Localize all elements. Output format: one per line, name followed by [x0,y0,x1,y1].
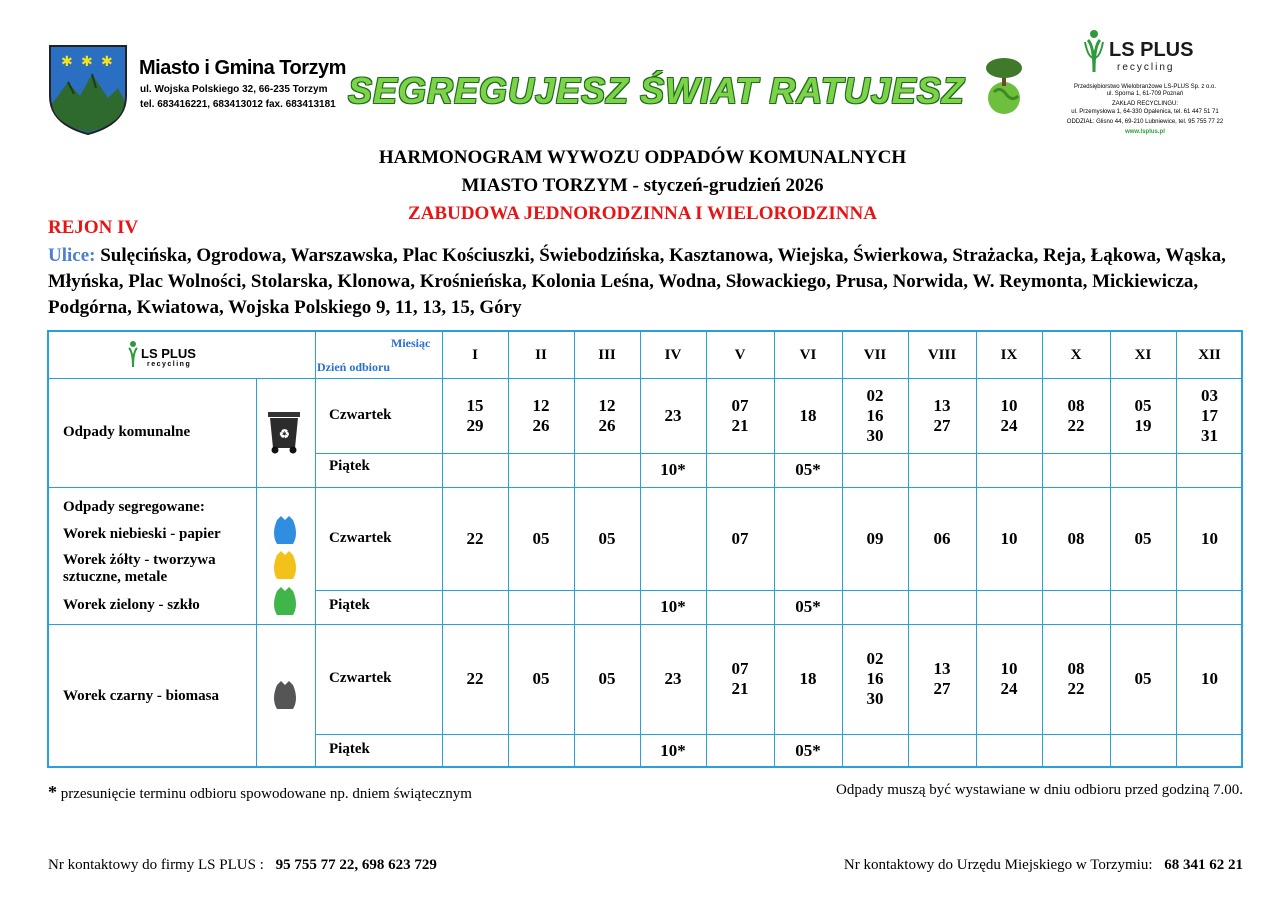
footnote [48,782,472,803]
bag-yellow-label: Worek żółty - tworzywa sztuczne, metale [63,552,216,585]
category-municipal: Odpady komunalne [63,424,191,440]
town-address: ul. Wojska Polskiego 32, 66-235 Torzym [140,84,328,95]
title-line-1: HARMONOGRAM WYWOZU ODPADÓW KOMUNALNYCH [378,147,907,168]
streets-list [48,243,1248,321]
slogan: SEGREGUJESZ ŚWIAT RATUJESZ [348,70,965,111]
friday-pickup-date: 05* [795,741,821,760]
friday-pickup-date: 05* [795,597,821,616]
table-logo-subtext: recycling [147,361,192,368]
company-website[interactable]: www.lsplus.pl [1125,129,1165,135]
thursday-pickup-date: 18 [799,669,817,688]
thursday-pickup-date: 10 [1000,529,1018,548]
month-header: X [1070,347,1082,363]
ls-plus-logo-text: LS PLUS [1109,39,1194,61]
thursday-pickup-date: 22 [466,669,484,688]
thursday-pickup-date: 07 21 [731,659,749,698]
blue-bag-icon [271,514,299,546]
thursday-pickup-date: 09 [866,529,884,548]
contact-company-phone: 95 755 77 22, 698 623 729 [275,857,437,873]
thursday-pickup-date: 15 29 [466,396,484,435]
thursday-pickup-date: 12 26 [532,396,550,435]
header-month: Miesiąc [391,336,431,350]
thursday-pickup-date: 07 [731,529,749,548]
green-bag-icon [271,585,299,617]
month-header: VI [799,347,817,363]
thursday-pickup-date: 05 [532,669,550,688]
thursday-pickup-date: 05 [532,529,550,548]
thursday-pickup-date: 23 [664,669,682,688]
day-friday: Piątek [329,741,370,757]
day-thursday: Czwartek [329,670,392,686]
thursday-pickup-date: 08 22 [1067,659,1085,698]
thursday-pickup-date: 12 26 [598,396,616,435]
friday-pickup-date: 10* [660,741,686,760]
footnote-text: przesunięcie terminu odbioru spowodowane np. dniem świątecznym [60,786,472,802]
bag-blue-label: Worek niebieski - papier [63,526,221,542]
black-bag-icon [271,679,299,711]
bag-green-label: Worek zielony - szkło [63,597,200,613]
contact-company [48,857,437,874]
company-line-5: ODDZIAŁ: Glisno 44, 69-210 Lubniewice, tel. 95 755 77 22 [1066,119,1224,125]
thursday-pickup-date: 22 [466,529,484,548]
category-segregated: Odpady segregowane: [63,499,205,515]
table-logo-text: LS PLUS [141,346,196,361]
tree-globe-icon [980,56,1028,116]
company-line-2: ul. Sporna 1, 61-709 Poznań [1106,91,1184,97]
month-header: VII [863,347,887,363]
town-phones: tel. 683416221, 683413012 fax. 683413181 [140,99,336,110]
region-label: REJON IV [48,217,139,238]
month-header: XII [1198,347,1221,363]
thursday-pickup-date: 02 16 30 [866,649,884,708]
svg-text:♻: ♻ [279,427,290,441]
day-thursday: Czwartek [329,530,392,546]
thursday-pickup-date: 10 [1201,529,1218,548]
pickup-rule: Odpady muszą być wystawiane w dniu odbioru przed godziną 7.00. [836,782,1243,798]
ls-plus-logo [1083,28,1213,74]
thursday-pickup-date: 10 24 [1000,396,1018,435]
month-header: I [472,347,478,363]
thursday-pickup-date: 05 [598,669,616,688]
month-header: IX [1000,347,1018,363]
contact-office [844,857,1243,874]
contact-office-label: Nr kontaktowy do Urzędu Miejskiego w Torzymiu: [843,857,1153,873]
thursday-pickup-date: 10 [1201,669,1218,688]
day-thursday: Czwartek [329,407,392,423]
thursday-pickup-date: 18 [799,406,817,425]
svg-text:✱: ✱ [81,55,93,70]
thursday-pickup-date: 13 27 [933,659,951,698]
company-line-3: ZAKŁAD RECYCLINGU: [1111,101,1178,107]
thursday-pickup-date: 10 24 [1000,659,1018,698]
category-biomass: Worek czarny - biomasa [63,688,219,704]
friday-pickup-date: 10* [660,460,686,479]
month-header: III [598,347,616,363]
yellow-bag-icon [271,549,299,581]
thursday-pickup-date: 23 [664,406,682,425]
footnote-star: * [48,782,57,802]
day-friday: Piątek [329,458,370,474]
company-line-4: ul. Przemysłowa 1, 64-330 Opalenica, tel. 61 447 51 71 [1071,109,1219,115]
month-header: II [535,347,547,363]
svg-text:✱: ✱ [61,55,73,70]
company-line-1: Przedsiębiorstwo Wielobranżowe LS-PLUS Sp. z o.o. [1073,84,1217,90]
thursday-pickup-date: 05 [1134,669,1152,688]
thursday-pickup-date: 08 22 [1067,396,1085,435]
title-line-3: ZABUDOWA JEDNORODZINNA I WIELORODZINNA [408,203,877,224]
contact-office-phone: 68 341 62 21 [1164,857,1243,873]
friday-pickup-date: 10* [660,597,686,616]
svg-text:✱: ✱ [101,55,113,70]
ls-plus-logo-subtext: recycling [1117,62,1175,73]
title-line-2: MIASTO TORZYM - styczeń-grudzień 2026 [461,175,824,196]
header-day: Dzień odbioru [317,360,391,374]
month-header: V [734,347,746,363]
contact-company-label: Nr kontaktowy do firmy LS PLUS : [48,857,264,873]
thursday-pickup-date: 13 27 [933,396,951,435]
thursday-pickup-date: 05 [1134,529,1152,548]
trash-bin-icon [264,408,304,454]
schedule-table [47,330,1243,768]
streets-label: Ulice: [48,245,96,266]
thursday-pickup-date: 05 [598,529,616,548]
thursday-pickup-date: 02 16 30 [866,386,884,445]
month-header: VIII [927,347,957,363]
day-friday: Piątek [329,597,370,613]
thursday-pickup-date: 08 [1067,529,1085,548]
town-name: Miasto i Gmina Torzym [139,57,346,79]
streets-text: Sulęcińska, Ogrodowa, Warszawska, Plac Kościuszki, Świebodzińska, Kasztanowa, Wiejska, Świerkowa, Strażacka, Reja, Łąkowa, Wąska, Młyńska, Plac Wolności, Stolarska, Klonowa, Krośnieńska, Kolonia Leśna, Wodna, Słowackiego, Prusa, Norwida, W. Reymonta, Mickiewicza, Podgórna, Kwiatowa, Wojska Polskiego 9, 11, 13, 15, Góry [48,245,1226,318]
thursday-pickup-date: 06 [933,529,951,548]
thursday-pickup-date: 05 19 [1134,396,1152,435]
thursday-pickup-date: 07 21 [731,396,749,435]
thursday-pickup-date: 03 17 31 [1201,386,1218,445]
month-header: XI [1134,347,1152,363]
friday-pickup-date: 05* [795,460,821,479]
table-ls-plus-logo [127,340,207,368]
town-crest-logo [48,44,128,136]
month-header: IV [664,347,682,363]
